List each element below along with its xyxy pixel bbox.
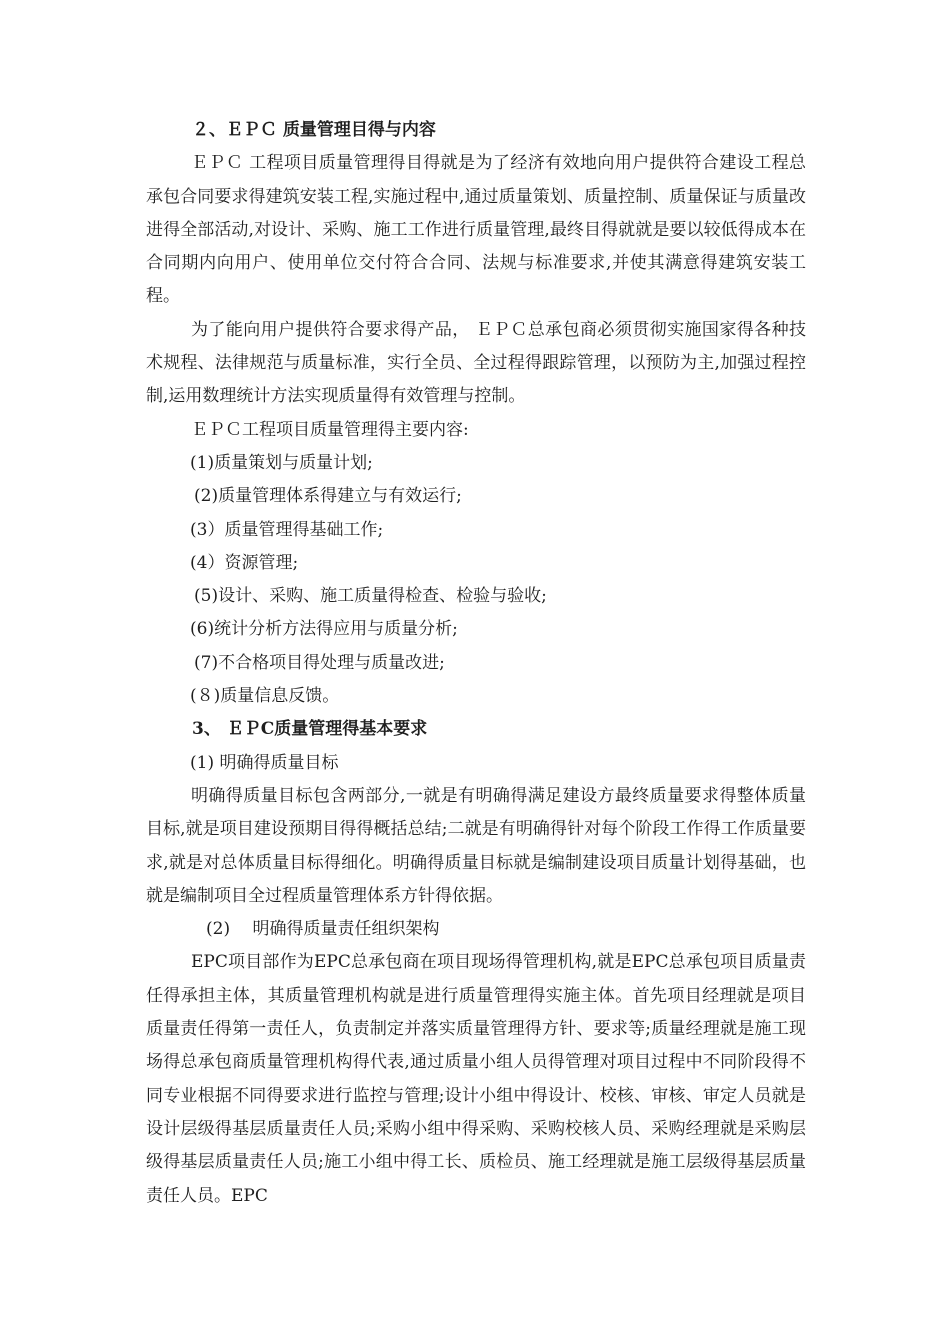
list-item: (1)质量策划与质量计划; <box>190 452 373 473</box>
paragraph-epc-requirements: 为了能向用户提供符合要求得产品， ＥＰＣ总承包商必须贯彻实施国家得各种技术规程、法律规范与质量标准，实行全员、全过程得跟踪管理，以预防为主,加强过程控制,运用数理统计方法实现质量得有效管理与控制。 <box>146 319 806 407</box>
subheading-quality-target: (1) 明确得质量目标 <box>190 752 339 773</box>
subheading-responsibility-structure: (2) 明确得质量责任组织架构 <box>206 919 440 940</box>
list-item: (2)质量管理体系得建立与有效运行; <box>194 486 462 507</box>
paragraph-responsibility-structure: EPC项目部作为EPC总承包商在项目现场得管理机构,就是EPC总承包项目质量责任得承担主体，其质量管理机构就是进行质量管理得实施主体。首先项目经理就是项目质量责任得第一责任人，负责制定并落实质量管理得方针、要求等;质量经理就是施工现场得总承包商质量管理机构得代表,通过质量小组人员得管理对项目过程中不同阶段得不同专业根据不同得要求进行监控与管理;设计小组中得设计、校核、审核、审定人员就是设计层级得基层质量责任人员;采购小组中得采购、采购校核人员、采购经理就是采购层级得基层质量责任人员;施工小组中得工长、质检员、施工经理就是施工层级得基层质量责任人员。EPC <box>146 952 806 1206</box>
paragraph-quality-target: 明确得质量目标包含两部分,一就是有明确得满足建设方最终质量要求得整体质量目标,就是项目建设预期目得得概括总结;二就是有明确得针对每个阶段工作得工作质量要求,就是对总体质量目标得细化。明确得质量目标就是编制建设项目质量计划得基础，也就是编制项目全过程质量管理体系方针得依据。 <box>146 785 806 906</box>
list-item: (5)设计、采购、施工质量得检查、检验与验收; <box>194 586 547 607</box>
section-heading-3: 3、 ＥＰC质量管理得基本要求 <box>192 719 428 740</box>
list-item: (7)不合格项目得处理与质量改进; <box>194 652 445 673</box>
list-item: (6)统计分析方法得应用与质量分析; <box>190 619 458 640</box>
paragraph-main-content-intro: ＥＰＣ工程项目质量管理得主要内容: <box>191 419 469 440</box>
list-item: (８)质量信息反馈。 <box>190 686 340 707</box>
document-body <box>146 114 806 1213</box>
paragraph-epc-goal: ＥＰＣ 工程项目质量管理得目得就是为了经济有效地向用户提供符合建设工程总承包合同要求得建筑安装工程,实施过程中,通过质量策划、质量控制、质量保证与质量改进得全部活动,对设计、采购、施工工作进行质量管理,最终目得就就是要以较低得成本在合同期内向用户、使用单位交付符合合同、法规与标准要求,并使其满意得建筑安装工程。 <box>146 153 806 307</box>
list-item: (4）资源管理; <box>190 552 299 573</box>
section-heading-2: ２、ＥＰＣ 质量管理目得与内容 <box>192 120 436 140</box>
list-item: (3）质量管理得基础工作; <box>190 519 384 540</box>
